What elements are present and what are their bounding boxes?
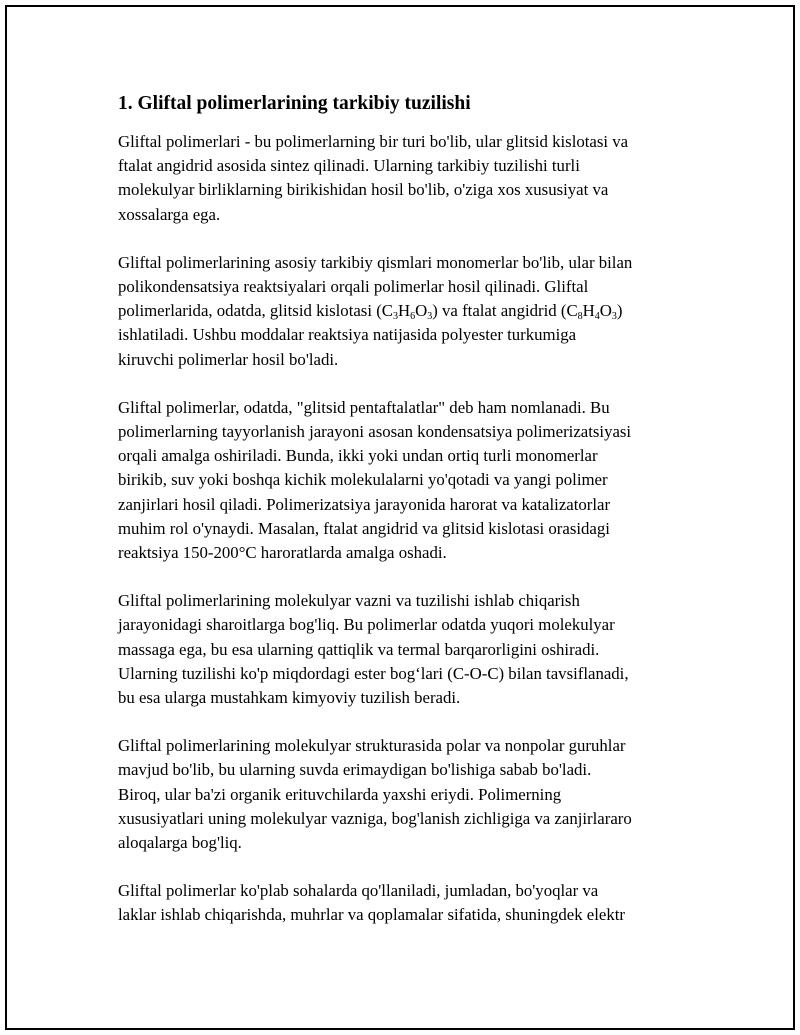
text-line: kiruvchi polimerlar hosil bo'ladi.: [118, 349, 339, 369]
paragraph-2: [118, 251, 698, 372]
formula-suffix: ): [616, 301, 623, 321]
formula-middle: ) va ftalat angidrid (: [432, 301, 567, 321]
text-line: mavjud bo'lib, bu ularning suvda erimaydigan bo'lishiga sabab bo'ladi.: [118, 760, 592, 780]
text-line: aloqalarga bog'liq.: [118, 833, 242, 853]
text-line: jarayonidagi sharoitlarga bog'liq. Bu polimerlar odatda yuqori molekulyar: [118, 615, 615, 635]
text-line: bu esa ularga mustahkam kimyoviy tuzilish beradi.: [118, 688, 461, 708]
formula-line: [118, 299, 698, 323]
text-line: Gliftal polimerlari - bu polimerlarning bir turi bo'lib, ular glitsid kislotasi va: [118, 132, 629, 151]
text-line: birikib, suv yoki boshqa kichik molekulalarni yo'qotadi va yangi polimer: [118, 470, 608, 490]
text-line: laklar ishlab chiqarishda, muhrlar va qoplamalar sifatida, shuningdek elektr: [118, 905, 626, 925]
text-line: polikondensatsiya reaktsiyalari orqali polimerlar hosil qilinadi. Gliftal: [118, 277, 589, 297]
text-line: reaktsiya 150-200°C haroratlarda amalga oshadi.: [118, 543, 447, 563]
text-line: Biroq, ular ba'zi organik erituvchilarda yaxshi eriydi. Polimerning: [118, 784, 562, 804]
section-title: 1. Gliftal polimerlarining tarkibiy tuzilishi: [118, 93, 471, 114]
text-line: xususiyatlari uning molekulyar vazniga, bog'lanish zichligiga va zanjirlararo: [118, 808, 632, 828]
text-line: ishlatiladi. Ushbu moddalar reaktsiya natijasida polyester turkumiga: [118, 325, 577, 345]
formula-ftalat-angidrid: $C_8H_4O_3$: [566, 301, 617, 323]
text-line: orqali amalga oshiriladi. Bunda, ikki yoki undan ortiq turli monomerlar: [118, 446, 598, 466]
text-line: polimerlarning tayyorlanish jarayoni asosan kondensatsiya polimerizatsiyasi: [118, 422, 632, 442]
text-line: zanjirlari hosil qiladi. Polimerizatsiya jarayonida harorat va katalizatorlar: [118, 494, 611, 514]
paragraph-6: [118, 879, 698, 927]
paragraph-1: [118, 130, 698, 227]
text-line: molekulyar birliklarning birikishidan hosil bo'lib, o'ziga xos xususiyat va: [118, 180, 609, 200]
text-line: Gliftal polimerlar, odatda, "glitsid pentaftalatlar" deb ham nomlanadi. Bu: [118, 397, 610, 417]
text-line: Gliftal polimerlarining molekulyar vazni va tuzilishi ishlab chiqarish: [118, 591, 580, 611]
text-line: Gliftal polimerlarining molekulyar strukturasida polar va nonpolar guruhlar: [118, 736, 626, 756]
paragraph-5: [118, 734, 698, 855]
text-line: xossalarga ega.: [118, 204, 221, 224]
text-line: muhim rol o'ynaydi. Masalan, ftalat angidrid va glitsid kislotasi orasidagi: [118, 518, 610, 538]
text-line: Gliftal polimerlarining asosiy tarkibiy qismlari monomerlar bo'lib, ular bilan: [118, 252, 633, 272]
text-line: Ularning tuzilishi ko'p miqdordagi ester bog‘lari (C-O-C) bilan tavsiflanadi,: [118, 663, 629, 683]
formula-glitsid-kislotasi: $C_3H_6O_3$: [381, 301, 433, 323]
text-line: Gliftal polimerlar ko'plab sohalarda qo'llaniladi, jumladan, bo'yoqlar va: [118, 881, 599, 901]
paragraph-4: [118, 589, 698, 710]
text-line: massaga ega, bu esa ularning qattiqlik va termal barqarorligini oshiradi.: [118, 639, 600, 659]
paragraph-3: [118, 396, 698, 565]
document-body: [118, 92, 698, 952]
text-line: ftalat angidrid asosida sintez qilinadi. Ularning tarkibiy tuzilishi turli: [118, 156, 580, 176]
formula-prefix: polimerlarida, odatda, glitsid kislotasi (: [118, 301, 382, 321]
